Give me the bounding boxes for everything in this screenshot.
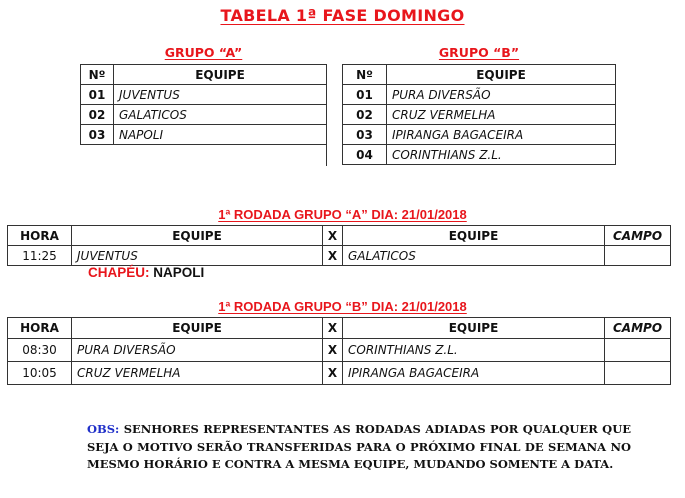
round-a-title: 1ª RODADA GRUPO “A” DIA: 21/01/2018 (218, 207, 467, 222)
num-header: Nº (343, 65, 387, 85)
home-team: JUVENTUS (72, 246, 323, 266)
group-b-title: GRUPO “B” (438, 45, 520, 60)
campo-header: CAMPO (605, 318, 671, 339)
obs-note (87, 421, 631, 474)
away-team: GALATICOS (343, 246, 605, 266)
page-title: TABELA 1ª FASE DOMINGO (220, 6, 465, 25)
table-row (343, 85, 616, 105)
table-row (81, 85, 327, 105)
team-num: 03 (81, 125, 114, 145)
group-a-table (80, 64, 327, 145)
table-row (343, 145, 616, 165)
versus-header: X (323, 318, 343, 339)
home-team-header: EQUIPE (72, 318, 323, 339)
table-border-line (326, 145, 327, 166)
away-team-header: EQUIPE (343, 226, 605, 246)
team-name: JUVENTUS (114, 85, 327, 105)
table-row (81, 105, 327, 125)
table-row (81, 125, 327, 145)
team-name: GALATICOS (114, 105, 327, 125)
team-num: 03 (343, 125, 387, 145)
num-header: Nº (81, 65, 114, 85)
round-b-title: 1ª RODADA GRUPO “B” DIA: 21/01/2018 (218, 299, 467, 314)
campo-cell (605, 362, 671, 385)
versus-header: X (323, 226, 343, 246)
table-header-row (8, 226, 671, 246)
table-row (8, 339, 671, 362)
team-header: EQUIPE (114, 65, 327, 85)
table-row (343, 105, 616, 125)
table-row (343, 125, 616, 145)
hora-header: HORA (8, 318, 72, 339)
team-name: PURA DIVERSÃO (387, 85, 616, 105)
versus: X (323, 362, 343, 385)
table-header-row (8, 318, 671, 339)
table-header-row (81, 65, 327, 85)
team-name: NAPOLI (114, 125, 327, 145)
team-header: EQUIPE (387, 65, 616, 85)
away-team: CORINTHIANS Z.L. (343, 339, 605, 362)
team-name: IPIRANGA BAGACEIRA (387, 125, 616, 145)
team-name: CRUZ VERMELHA (387, 105, 616, 125)
table-header-row (343, 65, 616, 85)
bye-note (88, 265, 204, 280)
match-time: 10:05 (8, 362, 72, 385)
campo-cell (605, 246, 671, 266)
hora-header: HORA (8, 226, 72, 246)
team-num: 01 (343, 85, 387, 105)
team-num: 04 (343, 145, 387, 165)
team-name: CORINTHIANS Z.L. (387, 145, 616, 165)
home-team-header: EQUIPE (72, 226, 323, 246)
round-b-table (7, 317, 671, 385)
round-a-table (7, 225, 671, 266)
team-num: 01 (81, 85, 114, 105)
home-team: PURA DIVERSÃO (72, 339, 323, 362)
table-row (8, 246, 671, 266)
away-team-header: EQUIPE (343, 318, 605, 339)
bye-label: CHAPÉU: (88, 265, 150, 280)
obs-label: OBS: (87, 422, 120, 436)
team-num: 02 (343, 105, 387, 125)
bye-team: NAPOLI (153, 265, 205, 280)
group-a-title: GRUPO “A” (164, 45, 243, 60)
away-team: IPIRANGA BAGACEIRA (343, 362, 605, 385)
campo-cell (605, 339, 671, 362)
versus: X (323, 246, 343, 266)
match-time: 11:25 (8, 246, 72, 266)
team-num: 02 (81, 105, 114, 125)
match-time: 08:30 (8, 339, 72, 362)
campo-header: CAMPO (605, 226, 671, 246)
group-b-table (342, 64, 616, 165)
table-row (8, 362, 671, 385)
versus: X (323, 339, 343, 362)
home-team: CRUZ VERMELHA (72, 362, 323, 385)
obs-text: SENHORES REPRESENTANTES AS RODADAS ADIADAS POR QUALQUER QUE SEJA O MOTIVO SERÃO TRANSFERIDAS PARA O PRÓXIMO FINAL DE SEMANA NO MESMO HORÁRIO E CONTRA A MESMA EQUIPE, MUDANDO SOMENTE A DATA. (87, 422, 631, 471)
